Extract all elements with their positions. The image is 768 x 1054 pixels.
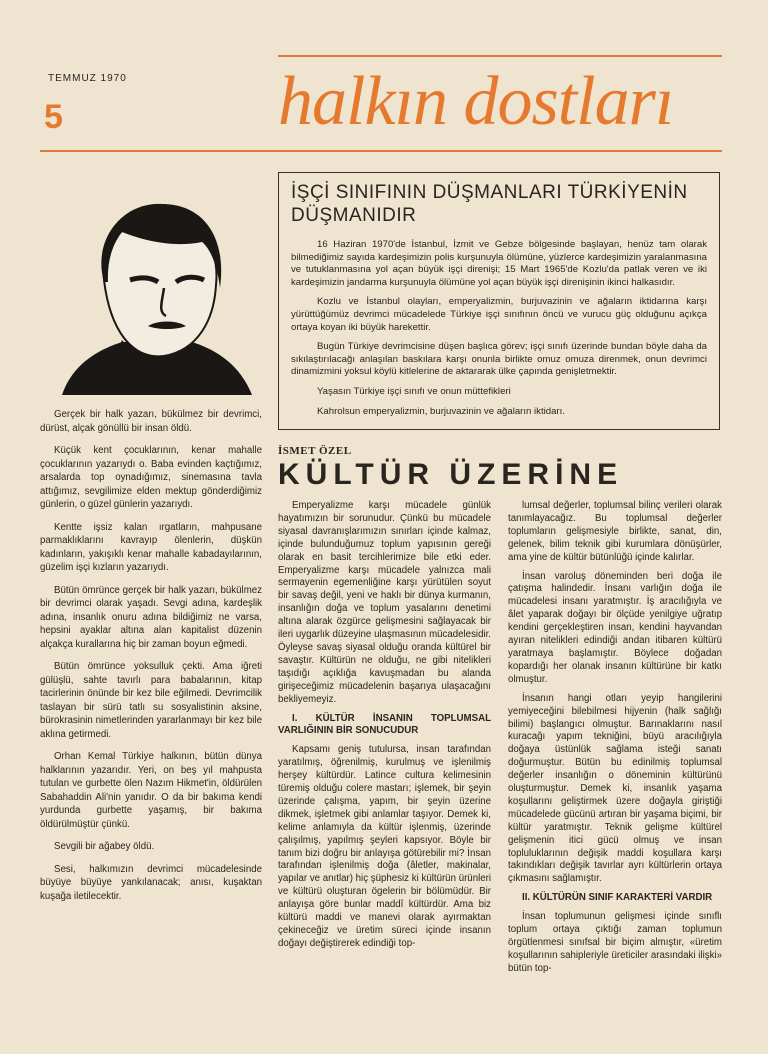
article-paragraph: İnsan varoluş döneminden beri doğa ile çatışma halindedir. İnsanı varlığın doğa ile mücadelesi insanı yaratmıştır. İş aracılığıyla ve âlet yaparak doğayı bir ölçüde yenilgiye uğratıp kendini gerçekleştiren insan, kendini hayvandan ayıran nitelikleri edindiği andan itibaren kültürü yaratmaya başlamıştır. Böylece doğadan kopardığı her olanak insanın kültürüne bir katkı olmuştur. <box>508 570 722 685</box>
article-paragraph: lumsal değerler, toplumsal bilinç verileri olarak tanımlayacağız. Bu toplumsal değerler toplumların gelişmesiyle birlikte, sanat, din, gelenek, bilim teknik gibi kurumlara dönüşürler, ama yine de kültür bütünlüğü içinde kalırlar. <box>508 500 722 563</box>
editorial-paragraph: 16 Haziran 1970'de İstanbul, İzmit ve Gebze bölgesinde başlayan, henüz tam olarak bilmediğimiz sayıda kardeşimizin polis kurşunuyla ölümüne, yüzlerce kardeşimizin yaralanmasına ve tutuklanmasına yol açan büyük işçi direnişi; 15 Mart 1965'de Kozlu'da patlak veren ve iki kardeşimizin jandarma kurşunuyla ölümüne yol açan büyük işçi direnişinin ikinci halkasıdır. <box>291 239 707 288</box>
editorial-paragraph: Yaşasın Türkiye işçi sınıfı ve onun müttefikleri <box>317 385 511 397</box>
article-subheading: I. KÜLTÜR İNSANIN TOPLUMSAL VARLIĞININ BİR SONUCUDUR <box>278 712 491 737</box>
article-author: İSMET ÖZEL <box>278 445 352 457</box>
article-paragraph: Emperyalizme karşı mücadele günlük hayatımızın bir sorunudur. Çünkü bu mücadele siyasal davranışlarımızın sınırları içinde kalmaz, içinde bulunduğumuz toplum yapısının gereği olarak en basit tercihlerimize bile etki eder. Emperyalizme karşı mücadele yalnızca mali sermayenin egemenliğine karşı yürütülen soyut bir savaş değil, yeni ve haklı bir dünya kurmanın, insanlığın doğa ve toplum yasalarını denetimi altına alarak özgürce gelişmesini sağlayacak bir ileri uygarlık düzeyine ulaşmasının mücadelesidir. Öyleyse savaş siyasal olduğu oranda kültürel bir savaştır. Kültürün ne olduğu, ne gibi nitelikleri taşıdığı açıklığa kavuşmadan bu alanda girişeceğimiz mücadelenin başarıya ulaşacağını bekliyemeyiz. <box>278 500 491 705</box>
tribute-paragraph: Kentte işsiz kalan ırgatların, mahpusane parmaklıklarını kavrayıp ölenlerin, düşkün kadınların, yakışıklı kenar mahalle kabadayılarının, güzelim işçi kızların yazarıydı. <box>40 521 262 573</box>
tribute-paragraph: Orhan Kemal Türkiye halkının, bütün dünya halklarının yazarıdır. Yeri, on beş yıl mahpusta tutulan ve gurbette ölen Nazım Hikmet'in, öldürülen Sabahaddin Ali'nin yanıdır. O da bir bakıma kendi yurdunda gurbette yaşamış, bir bakıma öldürülmüştür çünkü. <box>40 751 262 830</box>
article-column-1 <box>278 500 491 957</box>
tribute-paragraph: Bütün ömrünce gerçek bir halk yazarı, bükülmez bir devrimci olarak yaşadı. Sevgi adına, kardeşlik adına, insanlık onuru adına bildiğimiz ne varsa, hepsini ayaklar altına alan kapitalist düzenin alçakça kurallarına hiç bir zaman boyun eğmedi. <box>40 584 262 650</box>
masthead-title: halkın dostları <box>278 63 674 140</box>
article-paragraph: Kapsamı geniş tutulursa, insan tarafından yaratılmış, öğrenilmiş, kurulmuş ve işlenilmiş herşey kültürdür. Latince cultura kelimesinin türemiş olduğu colere mastarı; işlemek, bir şeyin üzerinde çalışma, yapım, bir şeyin üzerine dikmek, işletmek gibi anlamlar taşıyor. Demek ki, kelime anlamıyla da kültür işlenmiş, üzerinde çalışılmış, yapılmış şeyleri kapsıyor. Böyle bir tanım bizi doğru bir anlayışa götürebilir mi? İnsan tarafından işlenilmiş doğa (âletler, makinalar, yapılar ve anıtlar) hiç şüphesiz ki kültürün ürünleri ve kültürü oluşturan ögelerin bir bölümüdür. Bir anlayışa göre bunlar maddî kültürdür. Ama biz kültürü maddi ve manevi olarak ayırmaktan çekineceğiz ve üretim süreci içinde insanın doğayı değiştirerek edindiği top- <box>278 744 491 949</box>
article-paragraph: İnsanın hangi otları yeyip hangilerini yemiyeceğini bilebilmesi hijyenin (halk sağlığı bilimi) başlangıcı olmuştur. Barınaklarını nasıl kuracağı yapım tekniğini, büyü aracılığıyla doğaya üstünlük sağlama isteği sanatı doğurmuştur. Bütün bu edinilmiş toplumsal değerler insanlığın o döneminin kültürünü oluşturmuştur. Demek ki, insanlık yaşama koşullarını geliştirmek üzere doğayla giriştiği mücadelede gücünü artıran bir yaşama biçimi, bir kültür yaratmıştır. Teknik gelişme kültürel gelişmenin itici gücü olmuş ve insan topluluklarının değişik maddi koşullara karşı takındıkları değişik tavırlar ayrı kültürlerin ortaya çıkmasını sağlamıştır. <box>508 692 722 885</box>
editorial-box <box>278 172 720 430</box>
editorial-paragraph: Kozlu ve İstanbul olayları, emperyalizmin, burjuvazinin ve ağaların iktidarına karşı yürüttüğümüz devrimci mücadelede Türkiye işçi sınıfının öncü ve vurucu güç olduğunu açıkça ortaya koyan iki büyük harekettir. <box>291 296 707 333</box>
article-subheading: II. KÜLTÜRÜN SINIF KARAKTERİ VARDIR <box>522 892 713 904</box>
article-paragraph: İnsan toplumunun gelişmesi içinde sınıflı toplum ortaya çıktığı zaman toplumun örgütlenmesi sınıfsal bir biçim almıştır, «üretim koşullarının sahipleriyle üreticiler arasındaki ilişki» bütün top- <box>508 911 722 974</box>
tribute-paragraph: Gerçek bir halk yazarı, bükülmez bir devrimci, dürüst, alçak gönüllü bir insan öldü. <box>40 409 262 434</box>
editorial-paragraph: Kahrolsun emperyalizmin, burjuvazinin ve ağaların iktidarı. <box>317 405 565 417</box>
tribute-paragraph: Sevgili bir ağabey öldü. <box>54 841 155 852</box>
tribute-column <box>40 408 262 912</box>
article-column-2 <box>508 500 722 982</box>
article-title: KÜLTÜR ÜZERİNE <box>278 458 624 491</box>
tribute-paragraph: Küçük kent çocuklarının, kenar mahalle çocuklarının yazarıydı o. Baba evinden kaçtığımız, arsalarda top oynadığımız, sinemasına tavla attığımız, sevgilimize elden mektup gönderdiğimiz günlerin, o güzel günlerin yazarıydı. <box>40 445 262 510</box>
editorial-title: İŞÇİ SINIFININ DÜŞMANLARI TÜRKİYENİN DÜŞMANIDIR <box>291 182 688 226</box>
tribute-paragraph: Sesi, halkımızın devrimci mücadelesinde büyüye büyüye yankılanacak; anısı, kuşaktan kuşağa iletilecektir. <box>40 863 262 902</box>
tribute-paragraph: Bütün ömrünce yoksulluk çekti. Ama iğreti gülüşlü, sahte tavırlı para babalarının, kitap tacirlerinin önünde bir kez bile eğilmedi. Devrimcilik taslayan bir sürü tatlı su sosyalistinin aksine, bürokrasinin nimetlerinden yararlanmayı bir kez bile aklına getirmedi. <box>40 661 262 740</box>
issue-number: 5 <box>44 98 63 136</box>
masthead-rule <box>40 150 722 152</box>
editorial-paragraph: Bugün Türkiye devrimcisine düşen başlıca görev; işçi sınıfı üzerinde bundan böyle daha da sıkılaştırılacağı anlaşılan baskılara karşı onunla birlikte omuz omuza direnmek, onun devrimci dinamizmini yoksul köylü kitlelerine de aktararak ülke çapında genişletmektir. <box>291 341 707 378</box>
author-portrait <box>52 190 257 395</box>
top-rule <box>278 55 722 57</box>
issue-date: TEMMUZ 1970 <box>48 73 127 84</box>
